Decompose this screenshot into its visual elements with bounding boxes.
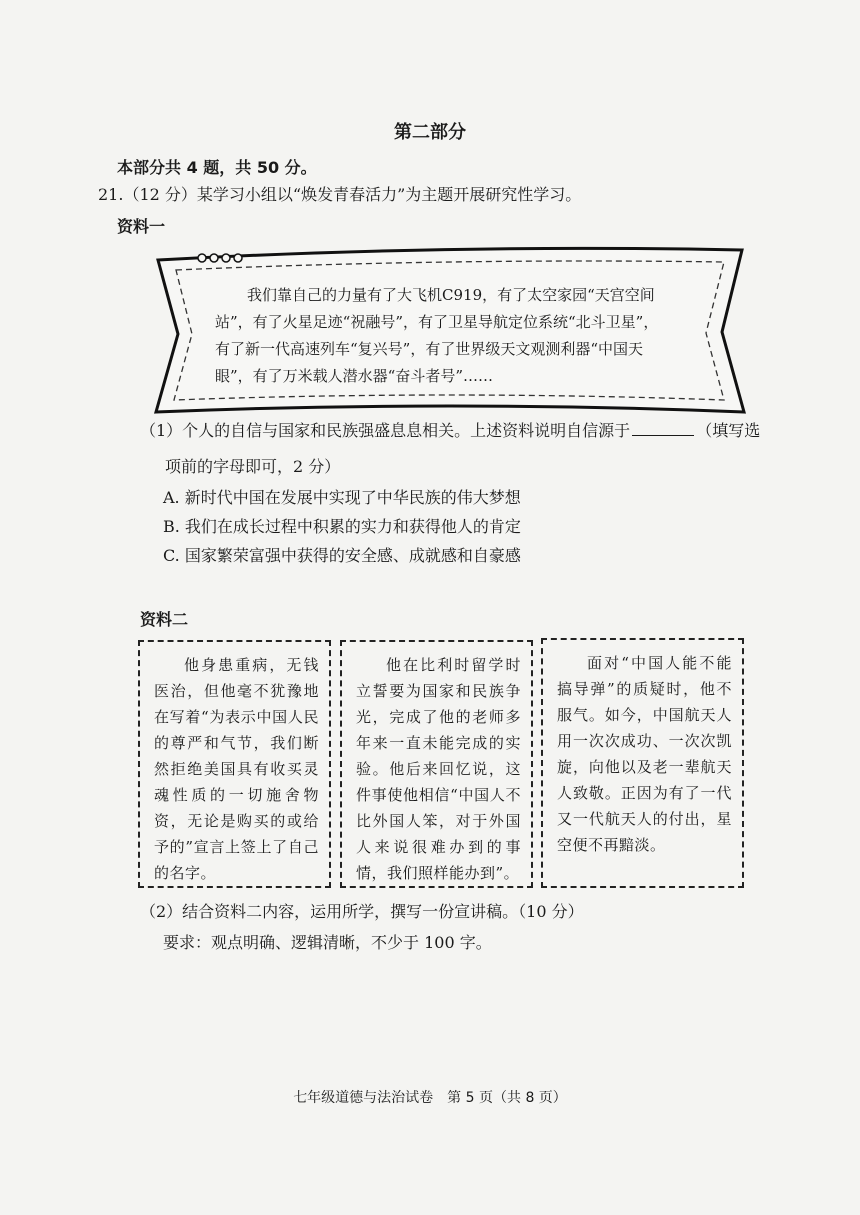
material1-label: 资料一 — [117, 217, 166, 236]
material1-line: 我们靠自己的力量有了大飞机C919，有了太空家园“天宫空间 — [247, 286, 655, 304]
section-title: 第二部分 — [394, 122, 466, 143]
sub2-prompt: （2）结合资料二内容，运用所学，撰写一份宣讲稿。（10 分） — [140, 902, 584, 921]
question-number: 21. — [98, 185, 124, 204]
material1-text — [215, 282, 695, 390]
option-a: A. 新时代中国在发展中实现了中华民族的伟大梦想 — [163, 488, 521, 507]
sub1-prompt-cont: 项前的字母即可，2 分） — [165, 457, 341, 476]
option-c: C. 国家繁荣富强中获得的安全感、成就感和自豪感 — [163, 546, 521, 565]
material1-line: 站”，有了火星足迹“祝融号”，有了卫星导航定位系统“北斗卫星”， — [215, 313, 659, 331]
question-21 — [98, 184, 581, 206]
question-stem: （12 分）某学习小组以“焕发青春活力”为主题开展研究性学习。 — [123, 185, 582, 204]
option-b: B. 我们在成长过程中积累的实力和获得他人的肯定 — [163, 517, 521, 536]
sub2-requirement: 要求：观点明确、逻辑清晰，不少于 100 字。 — [163, 933, 492, 952]
sub1-prompt-tail: （填写选 — [696, 421, 761, 440]
material2-label: 资料二 — [140, 610, 189, 629]
card-text: 面对“中国人能不能搞导弹”的质疑时，他不服气。如今，中国航天人用一次次成功、一次次凯旋，向他以及老一辈航天人致敬。正因为有了一代又一代航天人的付出，星空便不再黯淡。 — [557, 654, 732, 854]
answer-blank[interactable] — [632, 421, 694, 436]
material1-line: 有了新一代高速列车“复兴号”，有了世界级天文观测利器“中国天 — [215, 340, 644, 358]
material2-card-2 — [340, 640, 533, 888]
section-intro: 本部分共 4 题，共 50 分。 — [117, 158, 317, 177]
material2-card-1 — [138, 640, 331, 888]
card-text: 他身患重病，无钱医治，但他毫不犹豫地在写着“为表示中国人民的尊严和气节，我们断然拒绝美国具有收买灵魂性质的一切施舍物资，无论是购买的或给予的”宣言上签上了自己的名字。 — [154, 656, 319, 882]
card-text: 他在比利时留学时立誓要为国家和民族争光，完成了他的老师多年来一直未能完成的实验。他后来回忆说，这件事使他相信“中国人不比外国人笨，对于外国人来说很难办到的事情，我们照样能办到”。 — [356, 656, 521, 882]
material1-line: 眼”，有了万米载人潜水器“奋斗者号”…… — [215, 367, 494, 385]
page-footer: 七年级道德与法治试卷 第 5 页（共 8 页） — [293, 1090, 567, 1106]
sub1-prompt-text: （1）个人的自信与国家和民族强盛息息相关。上述资料说明自信源于 — [140, 421, 631, 440]
sub1-prompt — [140, 420, 760, 442]
material2-card-3 — [541, 638, 744, 888]
